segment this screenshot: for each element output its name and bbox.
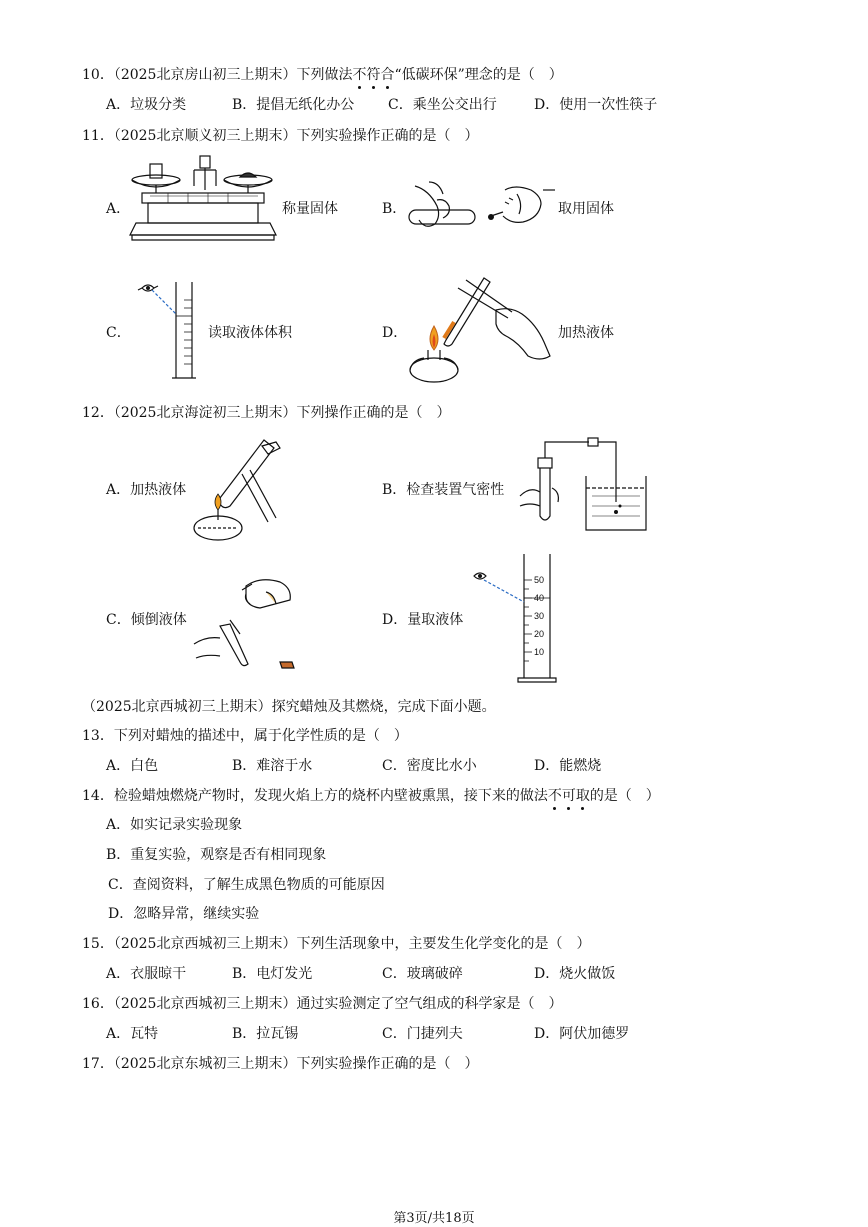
cylinder-tick-label: 40 [534, 593, 545, 603]
q13-option-b[interactable]: B．难溶于水 [232, 758, 313, 774]
q10-stem: 10．（2025北京房山初三上期末）下列做法不符合“低碳环保”理念的是（ ） [82, 67, 563, 83]
group-intro: （2025北京西城初三上期末）探究蜡烛及其燃烧，完成下面小题。 [82, 699, 496, 715]
q14-option-d[interactable]: D．忽略异常，继续实验 [108, 906, 260, 922]
cylinder-tick-label: 50 [534, 575, 545, 585]
q11-option-c-caption: 读取液体体积 [208, 325, 292, 341]
cylinder-tick-label: 10 [534, 647, 545, 657]
q12-stem: 12．（2025北京海淀初三上期末）下列操作正确的是（ ） [82, 405, 451, 421]
q14-option-b[interactable]: B．重复实验，观察是否有相同现象 [106, 847, 327, 863]
emphasis-char: 取 [575, 788, 590, 804]
q15-option-d[interactable]: D．烧火做饭 [534, 966, 616, 982]
emphasis-char: 合 [380, 67, 395, 83]
q15-option-b[interactable]: B．电灯发光 [232, 966, 313, 982]
q16-option-c[interactable]: C．门捷列夫 [382, 1026, 463, 1042]
q13-option-c[interactable]: C．密度比水小 [382, 758, 477, 774]
emphasis-char: 不 [547, 788, 562, 804]
emphasis-char: 可 [561, 788, 576, 804]
q16-stem: 16．（2025北京西城初三上期末）通过实验测定了空气组成的科学家是（ ） [82, 996, 563, 1012]
graduated-cylinder-reading-figure [132, 276, 212, 384]
q11-stem: 11．（2025北京顺义初三上期末）下列实验操作正确的是（ ） [82, 128, 479, 144]
q15-option-c[interactable]: C．玻璃破碎 [382, 966, 463, 982]
q12-option-b[interactable]: B．检查装置气密性 [382, 482, 505, 498]
q11-option-a-caption: 称量固体 [282, 201, 338, 217]
q10-option-c[interactable]: C．乘坐公交出行 [388, 97, 497, 113]
page-number: 第3页/共18页 [393, 1211, 475, 1226]
airtightness-check-figure [516, 436, 652, 532]
emphasis-char: 不 [352, 67, 367, 83]
q15-stem: 15．（2025北京西城初三上期末）下列生活现象中，主要发生化学变化的是（ ） [82, 936, 591, 952]
q17-stem: 17．（2025北京东城初三上期末）下列实验操作正确的是（ ） [82, 1056, 479, 1072]
q13-option-d[interactable]: D．能燃烧 [534, 758, 602, 774]
q11-option-b-caption: 取用固体 [558, 201, 614, 217]
q13-option-a[interactable]: A．白色 [106, 758, 159, 774]
q13-stem: 13．下列对蜡烛的描述中，属于化学性质的是（ ） [82, 728, 408, 744]
q10-option-d[interactable]: D．使用一次性筷子 [534, 97, 658, 113]
measuring-liquid-figure [468, 550, 562, 686]
heating-liquid-figure [192, 434, 292, 546]
q11-option-d-caption: 加热液体 [558, 325, 614, 341]
pouring-liquid-figure [190, 566, 300, 676]
emphasis-char: 符 [366, 67, 381, 83]
cylinder-tick-label: 30 [534, 611, 545, 621]
q10-option-a[interactable]: A．垃圾分类 [106, 97, 187, 113]
q16-option-a[interactable]: A．瓦特 [106, 1026, 159, 1042]
cylinder-tick-label: 20 [534, 629, 545, 639]
heating-liquid-figure [406, 270, 556, 394]
q12-option-a[interactable]: A．加热液体 [106, 482, 187, 498]
solid-sampling-figure [405, 180, 555, 238]
q14-option-c[interactable]: C．查阅资料，了解生成黑色物质的可能原因 [108, 877, 385, 893]
q12-option-c[interactable]: C．倾倒液体 [106, 612, 187, 628]
q12-option-d[interactable]: D．量取液体 [382, 612, 464, 628]
q11-option-a-letter[interactable]: A． [106, 201, 131, 217]
q16-option-b[interactable]: B．拉瓦锡 [232, 1026, 299, 1042]
q15-option-a[interactable]: A．衣服晾干 [106, 966, 187, 982]
q16-option-d[interactable]: D．阿伏加德罗 [534, 1026, 630, 1042]
balance-scale-figure [128, 150, 278, 260]
q11-option-c-letter[interactable]: C． [106, 325, 131, 341]
q11-option-d-letter[interactable]: D． [382, 325, 408, 341]
q14-stem: 14．检验蜡烛燃烧产物时，发现火焰上方的烧杯内壁被熏黑，接下来的做法不可取的是（ ） [82, 788, 660, 804]
q11-option-b-letter[interactable]: B． [382, 201, 407, 217]
q10-option-b[interactable]: B．提倡无纸化办公 [232, 97, 355, 113]
q14-option-a[interactable]: A．如实记录实验现象 [106, 817, 243, 833]
